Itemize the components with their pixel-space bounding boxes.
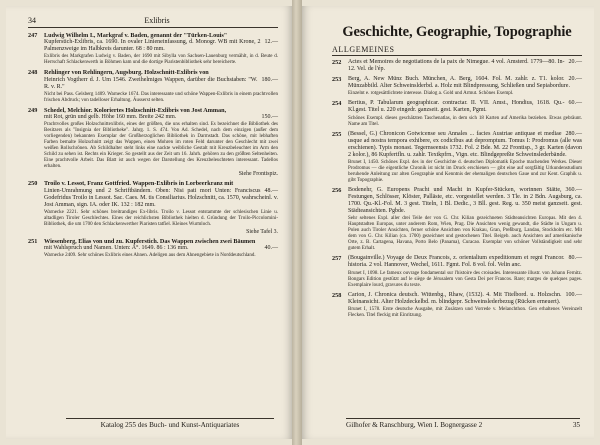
entry-price: 20.— xyxy=(568,76,582,83)
entry-annotation: Warnecke 2409. Sehr schönes Exlibris eines Ahnen. Adeligen aus dem Ahnengebiete in Norddeutschland. xyxy=(44,253,256,259)
entry-description: Heinrich Vogtherr d. J. Um 1546. Zweihelmiges Wappen, darüber die Buchstaben: "W. R. v. R." xyxy=(44,76,258,90)
catalog-entry xyxy=(332,59,582,73)
entry-text xyxy=(348,131,582,159)
entry-annotation: Sehr seltenes Expl. aller drei Teile der von G. Chr. Kilian gezeichneten Städteansichten Europas. Mit den 4. Hauptstadten Europas, unter anderem Rom, Wien, Prag. Die Ansichten wenig gewandt, die Städte in Ungarn u. Polen auch Tiroler Ansichten, ferner schöne Ansichten von Krakau, Gran, Preßburg, Landau, Stockholm etc. Mit dem von G. Chr. Kilian (ca. 1700) gezeichnet und gestochenen Titel. Beigeb. auch Ansichten auf amerikanische Orte, z. B. Cartagena, Havana, Porto Belo (Panama), Curacao. Exemplar von schöner Vollständigkeit und sehr gutem Erhalt. xyxy=(348,216,582,252)
entry-annotation: Prachtvolles großes Holzschnittexlibris, eines der größten, die uns erhalten sind. Es bezeichnet die Bibliothek des Besitzers als "Insignia der Bibliotheke". Jahrg. 1. S. 474. Von Ad. Schedel, nach dem einzigen (außer dem vorliegenden) bekannten Exemplar der Großherzoglichen Bibliothek in Darmstadt. Das schöne, mit lebhaften Farben bemalte Holzschnitt zeigt das Wappen, einen Mohren im roten Feld darunter den Geschlecht mit zwei weißen Rollschrönen. Ab Schildhalter steht links eine nackte weibliche Gestalt mit Kreuzbeleuchtet im Arm den Schild zu sehen ist. Rechts ein Krieger. So gestellt aus der Zeit um 16. Jahrh. gehören zu den größten Seltenheiten. Eine prachtvolle Arbeit. Das Blatt ist auch wegen der Darstellung des Kreuzbeleuchteten interessant. Tadellos erhalten. xyxy=(44,122,278,170)
entry-title: Ludwig Wilhelm I., Markgraf v. Baden, genannt der "Türken-Louis" xyxy=(44,32,228,39)
catalog-entry xyxy=(332,255,582,288)
entry-description: mit Rot, grün und gelb. Höhe 160 mm. Breite 242 mm. xyxy=(44,114,177,121)
lot-number: 252 xyxy=(332,59,342,66)
entry-description: Carion, J. Chronica deutsch. Wittenbg., Rhaw, (1532). 4. Mit Titelbord. u. Holzschn. Kleinansicht. Alter Holzdeckelbd. m. blindgepr. Schweinslederbezug (Rücken erneuert). xyxy=(348,291,562,305)
lot-number: 256 xyxy=(332,186,342,194)
entry-text xyxy=(44,188,278,209)
lot-number: 247 xyxy=(28,32,38,39)
entry-annotation: Brunet I, 1098. Le fameux ouvrage fondamental sur l'histoire des croisades. Interessante illustr. von Johann Fernitz. Bongars Edition gestützt auf le siège de Jérusalem von Gesta Dei per Francos. Rare; marges de quelques pages. Exemplaire lourd, gravures du texte. xyxy=(348,270,582,288)
entry-price: 100.— xyxy=(565,291,582,298)
lot-number: 254 xyxy=(332,100,342,108)
entry-price: 180.— xyxy=(261,76,278,83)
right-footer xyxy=(346,418,580,429)
catalog-entry xyxy=(332,292,582,319)
lot-number: 258 xyxy=(332,291,342,299)
right-page xyxy=(302,6,594,439)
entry-text xyxy=(44,114,278,121)
entry-annotation: Exlibris des Markgrafen Ludwig v. Baden, der 1690 mit Sibylla von Sachsen-Lauenburg vermählt, in d. Beute d. Herrschaft Schlackenwerth in Böhmen kam und die dortige Piaristenbibliothek sehr bereicherte. xyxy=(44,54,278,66)
catalog-entry xyxy=(28,180,278,235)
entry-description: Kupferstich-Exlibris, ca. 1690. In ovaler Linieneinfassung, d. Monogr. WB mit Krone, 2 Palmenzweige im Halbkreis darunter. 68 : 80 mm. xyxy=(44,39,261,53)
entry-annotation: Brunet I, 1450. Schönes Expl. des in der Geschichte d. deutschen Diplomatik Epoche machenden Werkes. Dieser Prodromus — die eigentliche Chronik ist nicht im Druck erschienen — gibt eine auf sorgfältig Urkundenstudium beruhende Anleitung zur alten Geographie und Kenntnis der ehemaligen deutschen Gaue und zur Kent. Graphik u. gibt Topographie. xyxy=(348,159,582,183)
entry-text xyxy=(348,76,582,90)
catalog-entry xyxy=(28,238,278,259)
catalog-entry xyxy=(28,32,278,66)
catalog-entry xyxy=(28,69,278,103)
entry-plate-note: Siehe Frontispiz. xyxy=(238,171,278,178)
entry-description: Bertius, P. Tabularum geographicar. contractar. II. VII. Amst., Hondius, 1618. Qu.-Kl.gest. Titel u. 220 eingedr. ganzseit. gest. Karten, Pgmt. xyxy=(348,100,565,114)
entry-description: (Bessel, G.) Chronicon Gotwicense seu Annales ... facies Austriae antiquae et mediae usque ad nostra tempora exhibere, ex codicibus aut depromptum. Tomus I: Prodromus (alle was erschienen). Typis monast. Tegernseensis 1732. Fol. 2 Bde. M. 22 Frontisp., 3 gr. Karten (davon 2 kolor.), 86 Kupfertfln. u. zahlr. Textkpfrn., Vign. etc. Blindgepreßte Schweinslederbände. xyxy=(348,130,582,158)
lot-number: 255 xyxy=(332,130,342,138)
entry-price: 60.— xyxy=(568,100,582,107)
entry-text xyxy=(44,245,278,252)
entry-description: Bodenehr, G. Europens Pracht und Macht in Kupfer-Stücken, worinnen Stätte, Festungen, Schlösser, Klöster, Palläste, etc. vorgestellet werden. 3 Tle. in 2 Bdn. Augsburg, ca. 1700. Qu.-Kl.-Fol. M. 3 gest. Titeln, 1 Bl. Dedic., 3 Bll. gest. Reg. u. 350 meist ganzseit. gest. Städteansichten. Pgbde. xyxy=(348,186,582,215)
lot-number: 251 xyxy=(28,237,38,245)
left-running-title: Exlibris xyxy=(144,16,170,25)
entry-annotation: Nicht bei Pass. Gelsberg 1409. Warnecke 1674. Das interessante und schöne Wappen-Exlibris in einem prachtvollen frischen Abdruck; von tadelloser Erhaltung. Äusserst selten. xyxy=(44,91,278,103)
entry-price: 40.— xyxy=(264,245,278,252)
left-entries xyxy=(28,32,278,259)
entry-price: 150.— xyxy=(261,114,278,121)
lot-number: 250 xyxy=(28,180,38,188)
entry-price: 20.— xyxy=(568,59,582,65)
entry-text xyxy=(348,100,582,114)
entry-text xyxy=(44,39,278,53)
entry-title: Wiesenberg, Elias von und zu. Kupferstich. Das Wappen zwischen zwei Bäumen xyxy=(44,237,256,245)
entry-description: Berg, A. New Münz Buch. München, A. Berg, 1604. Fol. M. zahlr. z. T1. kolor. Münzabbild. Alter Schweinslderbd. a. Holz mit Blindpressung, Schließen und Sepiabordure. xyxy=(348,76,570,90)
catalog-entry xyxy=(332,131,582,184)
entry-price: 48.— xyxy=(264,187,278,194)
entry-annotation: Schönes Exempl. dieses geschätzten Taschenatlas, in dem sich 18 Karten auf Amerika beziehen. Etwas gebräunt. Name am Titel. xyxy=(348,115,582,127)
entry-annotation: Brunet I, 1578. Erste deutsche Ausgabe, mit Zusätzen und Vorrede v. Melanchthon. Gen erhaltenes Vereinzelt Flecken. Titel fleckig mit Einritzung. xyxy=(348,306,582,318)
left-page xyxy=(6,6,292,439)
entry-text xyxy=(44,77,278,91)
entry-description: Actes et Memoires de negotiations de la paix de Nimegue. 4 vol. Amsterd. 1779—80. In-12. Vel. de l'ép. xyxy=(348,59,565,73)
section-subhead: ALLGEMEINES xyxy=(332,45,582,56)
catalog-entry xyxy=(28,107,278,177)
book-gutter xyxy=(292,0,302,445)
entry-title: Troilo v. Lessot, Franz Gottfried. Wappen-Exlibris in Lorbeerkranz mit xyxy=(44,180,234,188)
lot-number: 248 xyxy=(28,69,38,77)
entry-text xyxy=(348,59,582,73)
catalog-entry xyxy=(332,100,582,127)
entry-description: mit Wahlspruch und Namen. Unten: A°. 1649. 86 : 136 mm. xyxy=(44,245,189,252)
entry-price: 280.— xyxy=(565,130,582,137)
entry-description: (Bougainville.) Voyage de Deux Francois, z. orientalium expeditionum et regni Francor. historia. 2 vol. Hannover, Wechel, 1611. Fgmt. Fol. 8 vol. fol. Velin anc. xyxy=(348,255,565,269)
section-title: Geschichte, Geographie, Topographie xyxy=(342,24,572,40)
entry-price: 12.— xyxy=(264,39,278,46)
left-page-number: 34 xyxy=(28,16,36,25)
entry-description: Linien-Umrahmung und 2 Schriftbändern. Oben: Nisi pati mori Unten: Franciscus Godefridus Troilo in Lessot. Sac. Caes. M. tis Consiliarius. Holzschnitt, ca. 1570, wahrscheinl. v. Jost Amman, sign. IA. oder IK. 132 : 182 mm. xyxy=(44,187,278,208)
lot-number: 253 xyxy=(332,76,342,84)
right-footer-publisher: Gilhofer & Ranschburg, Wien I. Bognergasse 2 xyxy=(346,421,483,429)
entry-text xyxy=(348,187,582,215)
right-page-number: 35 xyxy=(572,421,580,429)
left-footer: Katalog 255 des Buch- und Kunst-Antiquariates xyxy=(66,418,274,429)
catalog-entry xyxy=(332,76,582,97)
lot-number: 257 xyxy=(332,255,342,263)
entry-annotation: Einzelnt e. rotgesättlichtete interesse. Dialog a. Gold und Armut. Schönes Exempl. xyxy=(348,91,514,97)
entry-text xyxy=(348,255,582,269)
entry-title: Rehlinger von Rehlingern, Augsburg. Holzschnitt-Exlibris von xyxy=(44,69,209,77)
right-entries xyxy=(332,59,582,319)
entry-plate-note: Siehe Tafel 3. xyxy=(246,228,278,235)
entry-price: 360.— xyxy=(565,186,582,193)
entry-text xyxy=(348,292,582,306)
lot-number: 249 xyxy=(28,106,38,114)
entry-title: Schedel, Melchior. Koloriertes Holzschnitt-Exlibris von Jost Amman, xyxy=(44,106,227,114)
catalog-entry xyxy=(332,187,582,252)
left-running-head xyxy=(28,16,278,28)
entry-annotation: Warnecke 2221. Sehr schönes breitrandiges Ex-libris. Troilo v. Lessot entstammte der schlesischen Linie u. altadligen Tiroler Geschlechtes. Eines der reichlichsten Bibliothek hielten d. Gründung der Troilo-Piccolomini-Bibliothek, die um 1700 den Schlackenwerther Piaristen tatfiel. Kleines Wurmloch. xyxy=(44,209,278,227)
entry-price: 80.— xyxy=(568,255,582,262)
